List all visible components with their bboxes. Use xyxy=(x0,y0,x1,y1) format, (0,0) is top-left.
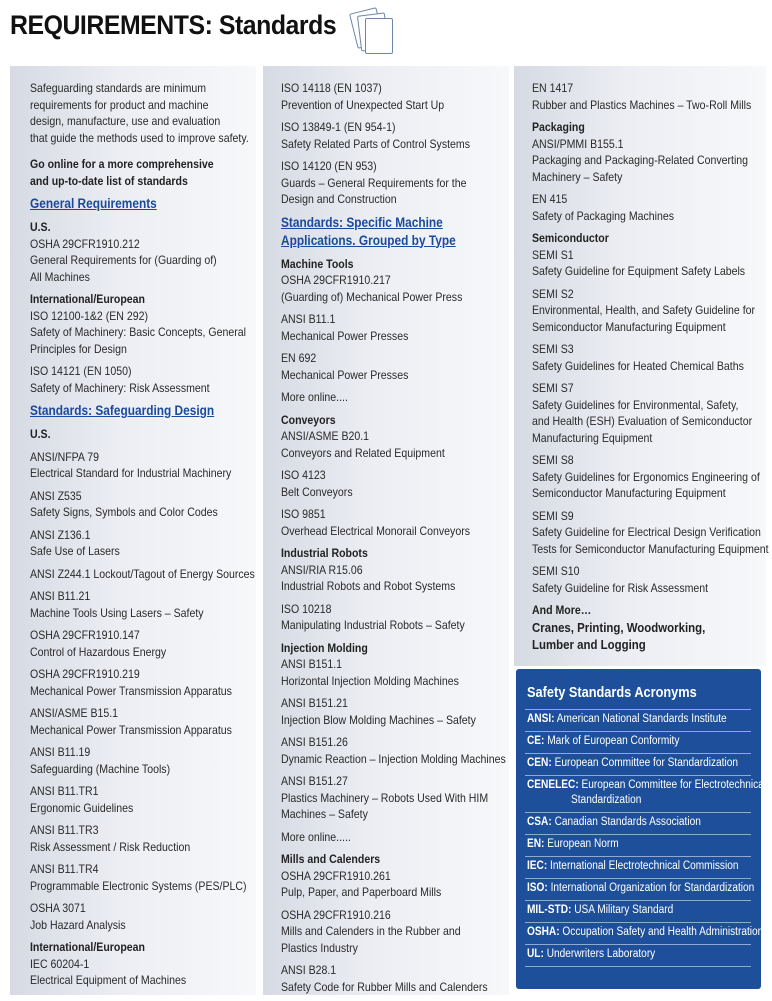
standard-description: Manufacturing Equipment xyxy=(532,430,653,445)
standard-code: ANSI Z136.1 xyxy=(30,527,91,542)
standard-description: Mechanical Power Presses xyxy=(281,367,409,382)
standard-entry xyxy=(532,563,766,596)
acronym-entry xyxy=(527,837,724,852)
standard-description: Plastics Industry xyxy=(281,940,358,955)
group-label: Machine Tools xyxy=(281,256,354,271)
acronym-definition: European Committee for Standardization xyxy=(554,757,738,769)
standard-description: Dynamic Reaction – Injection Molding Machines xyxy=(281,751,506,766)
standard-description: Safety of Machinery: Risk Assessment xyxy=(30,380,210,395)
standard-description: Safety Guideline for Equipment Safety Labels xyxy=(532,264,746,278)
standard-entry xyxy=(532,286,766,336)
standard-code: ANSI B151.26 xyxy=(281,735,348,749)
acronym-entry xyxy=(527,734,724,749)
acronym-entry xyxy=(527,947,724,962)
standard-entry xyxy=(532,341,766,374)
standard-description: Prevention of Unexpected Start Up xyxy=(281,97,445,112)
standard-code: OSHA 29CFR1910.216 xyxy=(281,907,391,922)
standard-description: Industrial Robots and Robot Systems xyxy=(281,579,456,593)
standard-description: Safety Signs, Symbols and Color Codes xyxy=(30,505,218,519)
group-label: Packaging xyxy=(532,120,585,134)
standard-description: Injection Blow Molding Machines – Safety xyxy=(281,712,476,727)
standard-code: ANSI B11.TR3 xyxy=(30,823,99,837)
subheading-intl: International/European xyxy=(30,292,146,306)
acronym-entry xyxy=(527,778,767,808)
subheading-us: U.S. xyxy=(30,427,51,441)
subheading-us: U.S. xyxy=(30,220,51,234)
standard-description: Safety Guideline for Electrical Design Verification xyxy=(532,525,761,539)
standard-description: Tests for Semiconductor Manufacturing Equipment xyxy=(532,541,769,556)
standard-entry xyxy=(281,907,509,957)
online-note-line: Go online for a more comprehensive xyxy=(30,157,214,171)
standard-entry xyxy=(30,900,256,933)
standard-description: Rubber and Plastics Machines – Two-Roll Mills xyxy=(532,97,752,112)
standard-code: ANSI/RIA R15.06 xyxy=(281,562,363,577)
online-note xyxy=(30,156,256,189)
standard-code: ANSI Z244.1 Lockout/Tagout of Energy Sources xyxy=(30,566,255,581)
standard-entry xyxy=(281,601,509,634)
standard-description: Electrical Standard for Industrial Machinery xyxy=(30,466,232,480)
standard-description: (Guarding of) Mechanical Power Press xyxy=(281,289,463,304)
standard-entry xyxy=(281,734,509,767)
standard-code: EN 415 xyxy=(532,192,568,206)
standard-code: ISO 14118 (EN 1037) xyxy=(281,81,382,95)
acronym-abbr: ISO: xyxy=(527,882,548,894)
acronym-row xyxy=(525,944,751,966)
standard-entry xyxy=(281,868,509,901)
acronym-entry xyxy=(527,815,724,830)
acronyms-title: Safety Standards Acronyms xyxy=(527,685,697,701)
standard-entry xyxy=(30,488,256,521)
intro-text xyxy=(30,80,256,146)
standard-entry xyxy=(30,744,256,777)
page-title: REQUIREMENTS: Standards xyxy=(10,10,337,40)
standard-code: ISO 10218 xyxy=(281,601,332,616)
standard-description: Safety Guideline for Risk Assessment xyxy=(532,580,709,595)
standard-entry xyxy=(30,861,256,894)
standard-entry xyxy=(281,428,509,461)
and-more-label: And More… xyxy=(532,603,592,617)
standard-code: ISO 9851 xyxy=(281,507,326,521)
acronym-row xyxy=(525,812,751,834)
standard-code: ANSI B11.TR4 xyxy=(30,862,99,876)
standard-code: SEMI S10 xyxy=(532,564,580,578)
standard-code: ANSI B151.21 xyxy=(281,696,348,710)
more-online-link[interactable]: More online.... xyxy=(281,390,348,404)
acronym-entry xyxy=(527,925,764,940)
standard-code: OSHA 29CFR1910.217 xyxy=(281,273,391,287)
standard-code: ANSI B11.19 xyxy=(30,745,91,759)
acronym-entry xyxy=(527,881,755,896)
title-row xyxy=(10,6,395,58)
standard-entry xyxy=(281,506,509,539)
standard-description: Packaging and Packaging-Related Converting xyxy=(532,153,749,167)
documents-icon xyxy=(351,6,395,60)
standard-description: Mechanical Power Transmission Apparatus xyxy=(30,683,232,698)
standard-code: ISO 12100-1&2 (EN 292) xyxy=(30,308,148,323)
standard-code: OSHA 29CFR1910.219 xyxy=(30,667,140,681)
intro-line: Safeguarding standards are minimum xyxy=(30,81,207,95)
standard-entry xyxy=(30,666,256,699)
standard-code: SEMI S8 xyxy=(532,453,574,467)
standard-description: Mechanical Power Presses xyxy=(281,328,409,343)
standard-code: ANSI B11.21 xyxy=(30,589,91,603)
standard-description: Mills and Calenders in the Rubber and xyxy=(281,924,461,938)
standard-entry xyxy=(281,562,509,595)
standard-code: SEMI S1 xyxy=(532,247,574,262)
standard-code: ISO 13849-1 (EN 954-1) xyxy=(281,120,396,134)
group-label: Semiconductor xyxy=(532,231,609,245)
acronym-row xyxy=(525,834,751,856)
standard-description: Plastics Machinery – Robots Used With HIM xyxy=(281,790,489,805)
standard-description: Machine Tools Using Lasers – Safety xyxy=(30,605,204,620)
standard-entry xyxy=(30,956,256,989)
standard-entry xyxy=(281,467,509,500)
standard-description: Safety of Machinery: Basic Concepts, General xyxy=(30,325,246,339)
group-label: Industrial Robots xyxy=(281,546,368,560)
standard-entry xyxy=(30,705,256,738)
acronym-row xyxy=(525,753,751,775)
standard-description: Risk Assessment / Risk Reduction xyxy=(30,839,191,854)
acronym-row xyxy=(525,900,751,922)
standard-entry xyxy=(281,311,509,344)
acronym-abbr: CENELEC: xyxy=(527,779,579,791)
standard-entry xyxy=(281,695,509,728)
standard-description: Belt Conveyors xyxy=(281,484,353,499)
acronym-definition: International Organization for Standardization xyxy=(550,882,755,894)
standard-code: ANSI B151.1 xyxy=(281,657,343,671)
standard-description: Semiconductor Manufacturing Equipment xyxy=(532,486,726,500)
standard-code: SEMI S3 xyxy=(532,342,574,356)
standard-code: OSHA 3071 xyxy=(30,901,86,915)
acronyms-box xyxy=(516,669,767,989)
standard-entry xyxy=(281,656,509,689)
acronym-definition: Underwriters Laboratory xyxy=(546,948,656,960)
acronym-row xyxy=(525,775,767,812)
standard-code: SEMI S9 xyxy=(532,508,574,523)
acronym-definition: European Norm xyxy=(547,838,619,850)
standard-entry xyxy=(30,783,256,816)
intro-line: requirements for product and machine xyxy=(30,97,209,112)
standard-description: Design and Construction xyxy=(281,192,397,206)
more-online-link[interactable]: More online..... xyxy=(281,829,351,844)
standard-code: ANSI B11.1 xyxy=(281,312,336,326)
standard-description: Safety Guidelines for Environmental, Safety, xyxy=(532,397,739,412)
standard-entry xyxy=(281,272,509,305)
standard-description: Environmental, Health, and Safety Guideline for xyxy=(532,303,756,317)
acronym-definition: USA Military Standard xyxy=(574,904,674,916)
standard-code: EN 1417 xyxy=(532,81,574,95)
standard-code: SEMI S2 xyxy=(532,286,574,301)
acronym-definition: European Committee for Electrotechnical xyxy=(581,779,767,791)
group-label: Conveyors xyxy=(281,412,336,427)
acronym-abbr: ANSI: xyxy=(527,713,555,725)
acronym-row xyxy=(525,856,751,878)
standard-entry xyxy=(532,191,766,224)
standard-description: Pulp, Paper, and Paperboard Mills xyxy=(281,885,442,899)
standard-code: OSHA 29CFR1910.212 xyxy=(30,236,140,251)
standard-entry xyxy=(532,508,769,558)
standard-entry xyxy=(30,588,256,621)
column-3 xyxy=(514,66,769,666)
standard-description: All Machines xyxy=(30,269,90,284)
acronym-definition: International Electrotechnical Commission xyxy=(550,860,739,872)
standard-entry xyxy=(281,962,509,995)
standard-entry xyxy=(30,308,256,358)
group-label: Injection Molding xyxy=(281,640,368,655)
standard-code: ANSI/ASME B15.1 xyxy=(30,706,119,720)
and-more-line: Cranes, Printing, Woodworking, xyxy=(532,619,706,635)
standard-code: ISO 14120 (EN 953) xyxy=(281,159,377,173)
standard-description: Conveyors and Related Equipment xyxy=(281,445,445,460)
standard-entry xyxy=(30,363,256,396)
standard-entry xyxy=(30,566,256,583)
acronym-entry xyxy=(527,756,738,771)
standard-description: General Requirements for (Guarding of) xyxy=(30,253,217,267)
acronym-definition-cont: Standardization xyxy=(571,794,642,806)
acronym-abbr: MIL-STD: xyxy=(527,904,572,916)
standard-description: Principles for Design xyxy=(30,341,127,356)
standard-description: Safety Guidelines for Heated Chemical Baths xyxy=(532,358,744,373)
acronym-abbr: UL: xyxy=(527,948,544,960)
intro-line: that guide the methods used to improve safety. xyxy=(30,130,249,145)
standard-description: Safety Related Parts of Control Systems xyxy=(281,136,470,151)
standard-description: Ergonomic Guidelines xyxy=(30,800,134,815)
standard-description: Horizontal Injection Molding Machines xyxy=(281,673,459,688)
acronym-row xyxy=(525,709,751,731)
standard-code: EN 692 xyxy=(281,351,317,365)
standard-entry xyxy=(281,389,509,406)
standard-description: Semiconductor Manufacturing Equipment xyxy=(532,319,726,334)
standard-entry xyxy=(532,80,766,113)
section-heading-specific-line[interactable]: Applications. Grouped by Type xyxy=(281,232,456,248)
online-note-line: and up-to-date list of standards xyxy=(30,173,188,188)
standard-entry xyxy=(281,158,509,208)
standard-description: Safety Code for Rubber Mills and Calenders xyxy=(281,979,488,994)
standard-description: Electrical Equipment of Machines xyxy=(30,973,187,987)
standard-code: ANSI Z535 xyxy=(30,488,82,503)
acronym-row xyxy=(525,922,764,944)
standard-entry xyxy=(281,829,509,846)
acronym-entry xyxy=(527,712,727,727)
acronym-row xyxy=(525,878,755,900)
standard-entry xyxy=(281,119,509,152)
standard-code: ANSI/NFPA 79 xyxy=(30,449,100,464)
standard-description: Control of Hazardous Energy xyxy=(30,644,167,659)
standard-code: SEMI S7 xyxy=(532,381,574,395)
standard-description: Machinery – Safety xyxy=(532,169,623,184)
standard-code: ANSI/PMMI B155.1 xyxy=(532,136,624,151)
standard-entry xyxy=(532,452,766,502)
acronym-row xyxy=(525,731,751,753)
standard-entry xyxy=(281,350,509,383)
standard-description: Safe Use of Lasers xyxy=(30,544,120,558)
column-1 xyxy=(10,66,256,995)
intro-line: design, manufacture, use and evaluation xyxy=(30,114,221,128)
acronym-definition: Canadian Standards Association xyxy=(554,816,701,828)
standard-code: ISO 4123 xyxy=(281,468,326,482)
standard-entry xyxy=(30,822,256,855)
standard-code: IEC 60204-1 xyxy=(30,956,90,971)
acronym-definition: Occupation Safety and Health Administration xyxy=(562,926,764,938)
standard-entry xyxy=(281,773,509,823)
section-heading-safeguarding[interactable]: Standards: Safeguarding Design xyxy=(30,403,215,418)
standard-description: Overhead Electrical Monorail Conveyors xyxy=(281,523,470,538)
standard-code: ANSI B11.TR1 xyxy=(30,784,99,798)
standard-description: Guards – General Requirements for the xyxy=(281,175,467,190)
standard-code: ANSI B28.1 xyxy=(281,963,337,977)
acronym-abbr: EN: xyxy=(527,838,545,850)
standard-entry xyxy=(30,627,256,660)
standard-entry xyxy=(532,380,766,446)
standard-description: Safety of Packaging Machines xyxy=(532,208,675,223)
standard-description: Safety Guidelines for Ergonomics Engineering of xyxy=(532,469,760,484)
acronyms-list xyxy=(525,709,767,967)
standard-description: Machines – Safety xyxy=(281,807,368,821)
standard-entry xyxy=(30,527,256,560)
standard-code: OSHA 29CFR1910.261 xyxy=(281,868,391,883)
acronym-definition: American National Standards Institute xyxy=(556,713,727,725)
acronym-abbr: OSHA: xyxy=(527,926,560,938)
column-2 xyxy=(263,66,509,995)
acronym-abbr: IEC: xyxy=(527,860,548,872)
standard-code: ISO 14121 (EN 1050) xyxy=(30,364,132,378)
standard-code: ANSI B151.27 xyxy=(281,774,348,788)
standard-description: Job Hazard Analysis xyxy=(30,917,126,932)
acronym-abbr: CEN: xyxy=(527,757,552,769)
standard-entry xyxy=(30,449,256,482)
acronym-abbr: CSA: xyxy=(527,816,552,828)
standard-description: Safeguarding (Machine Tools) xyxy=(30,761,171,776)
group-label: Mills and Calenders xyxy=(281,852,381,866)
standard-entry xyxy=(532,136,766,186)
section-heading-specific-line[interactable]: Standards: Specific Machine xyxy=(281,214,443,230)
standard-code: ANSI/ASME B20.1 xyxy=(281,429,370,443)
standard-entry xyxy=(30,236,256,286)
standard-description: and Health (ESH) Evaluation of Semiconductor xyxy=(532,414,753,428)
and-more-line: Lumber and Logging xyxy=(532,636,646,652)
acronym-definition: Mark of European Conformity xyxy=(547,735,680,747)
acronym-entry xyxy=(527,903,724,918)
acronym-abbr: CE: xyxy=(527,735,545,747)
standard-entry xyxy=(532,247,766,280)
section-heading-general[interactable]: General Requirements xyxy=(30,196,157,211)
standard-code: OSHA 29CFR1910.147 xyxy=(30,628,140,642)
standard-description: Programmable Electronic Systems (PES/PLC) xyxy=(30,878,247,893)
subheading-intl: International/European xyxy=(30,940,146,954)
acronym-entry xyxy=(527,859,739,874)
standard-description: Mechanical Power Transmission Apparatus xyxy=(30,722,232,737)
standard-description: Manipulating Industrial Robots – Safety xyxy=(281,618,465,632)
standard-entry xyxy=(281,80,509,113)
